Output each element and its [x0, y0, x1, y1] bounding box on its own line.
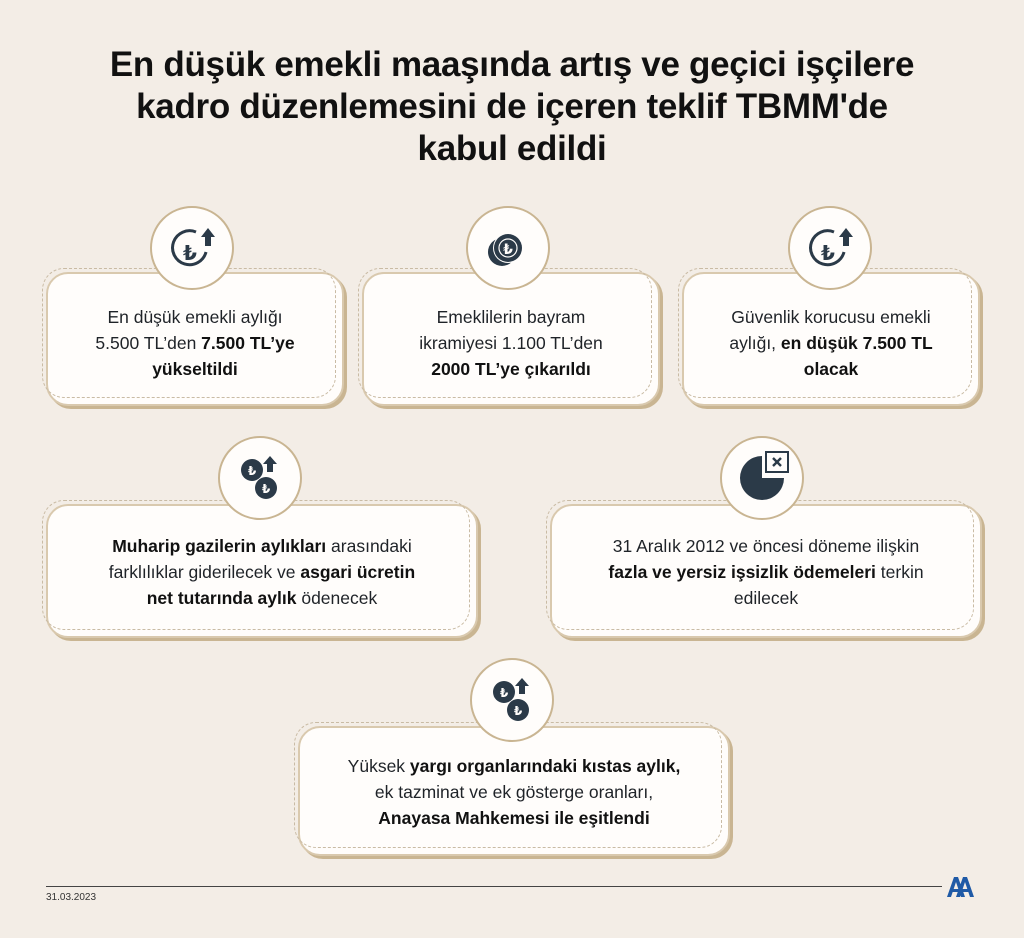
- card-line: edilecek: [733, 588, 799, 608]
- card-text: [348, 753, 681, 831]
- card-line-bold: 2000 TL’ye çıkarıldı: [431, 359, 591, 379]
- card-text: [608, 533, 923, 611]
- card-unemployment: [550, 504, 982, 638]
- card-line-bold: yükseltildi: [152, 359, 238, 379]
- footer-divider: [46, 886, 942, 887]
- svg-text:₺: ₺: [821, 241, 835, 265]
- card-line-bold: Muharip gazilerin aylıkları: [112, 536, 327, 556]
- title-line-2: kadro düzenlemesini de içeren teklif TBMM'de: [136, 87, 888, 126]
- svg-text:₺: ₺: [499, 686, 509, 700]
- title-line-3: kabul edildi: [417, 129, 607, 168]
- card-line: ödenecek: [296, 588, 378, 608]
- card-village-guard: [682, 272, 980, 406]
- card-line: ikramiyesi 1.100 TL’den: [419, 333, 603, 353]
- card-line: 5.500 TL’den: [95, 333, 202, 353]
- lira-coins-icon: [478, 218, 538, 278]
- lira-up-icon: [162, 218, 222, 278]
- icon-circle: [150, 206, 234, 290]
- card-line: aylığı,: [729, 333, 781, 353]
- card-line: terkin: [875, 562, 924, 582]
- card-text: [729, 304, 932, 382]
- icon-circle: [720, 436, 804, 520]
- card-text: [419, 304, 603, 382]
- publish-date: 31.03.2023: [46, 892, 97, 903]
- card-line: Güvenlik korucusu emekli: [731, 307, 931, 327]
- svg-text:₺: ₺: [183, 241, 197, 265]
- card-line-bold: Anayasa Mahkemesi ile eşitlendi: [378, 808, 650, 828]
- card-line-bold: olacak: [803, 359, 859, 379]
- card-text: [95, 304, 294, 382]
- lira-up-icon: [800, 218, 860, 278]
- icon-circle: [466, 206, 550, 290]
- card-line: arasındaki: [326, 536, 412, 556]
- card-holiday-bonus: [362, 272, 660, 406]
- svg-text:₺: ₺: [261, 482, 271, 496]
- icon-circle: [470, 658, 554, 742]
- aa-logo-icon: [945, 873, 975, 904]
- card-line-bold: fazla ve yersiz işsizlik ödemeleri: [608, 562, 876, 582]
- card-line: farklılıklar giderilecek ve: [108, 562, 301, 582]
- card-line: 31 Aralık 2012 ve öncesi döneme ilişkin: [612, 536, 920, 556]
- card-text: [109, 533, 415, 611]
- card-line: Emeklilerin bayram: [436, 307, 586, 327]
- card-veterans: [46, 504, 478, 638]
- card-line: ek tazminat ve ek gösterge oranları,: [374, 782, 654, 802]
- page-title: [30, 44, 994, 170]
- svg-text:₺: ₺: [247, 464, 257, 478]
- svg-text:₺: ₺: [513, 704, 523, 718]
- card-line: En düşük emekli aylığı: [107, 307, 283, 327]
- card-line-bold: net tutarında aylık: [146, 588, 297, 608]
- card-min-pension: [46, 272, 344, 406]
- lira-coins-up-icon: [230, 448, 290, 508]
- card-line: Yüksek: [347, 756, 410, 776]
- icon-circle: [788, 206, 872, 290]
- card-judiciary: [298, 726, 730, 856]
- card-line-bold: 7.500 TL’ye: [201, 333, 295, 353]
- card-line-bold: en düşük 7.500 TL: [780, 333, 933, 353]
- icon-circle: [218, 436, 302, 520]
- pie-cancel-icon: [732, 448, 792, 508]
- svg-text:₺: ₺: [503, 242, 513, 258]
- lira-coins-up-icon: [482, 670, 542, 730]
- title-line-1: En düşük emekli maaşında artış ve geçici işçilere: [109, 45, 915, 84]
- card-line-bold: asgari ücretin: [300, 562, 416, 582]
- card-line-bold: yargı organlarındaki kıstas aylık,: [409, 756, 681, 776]
